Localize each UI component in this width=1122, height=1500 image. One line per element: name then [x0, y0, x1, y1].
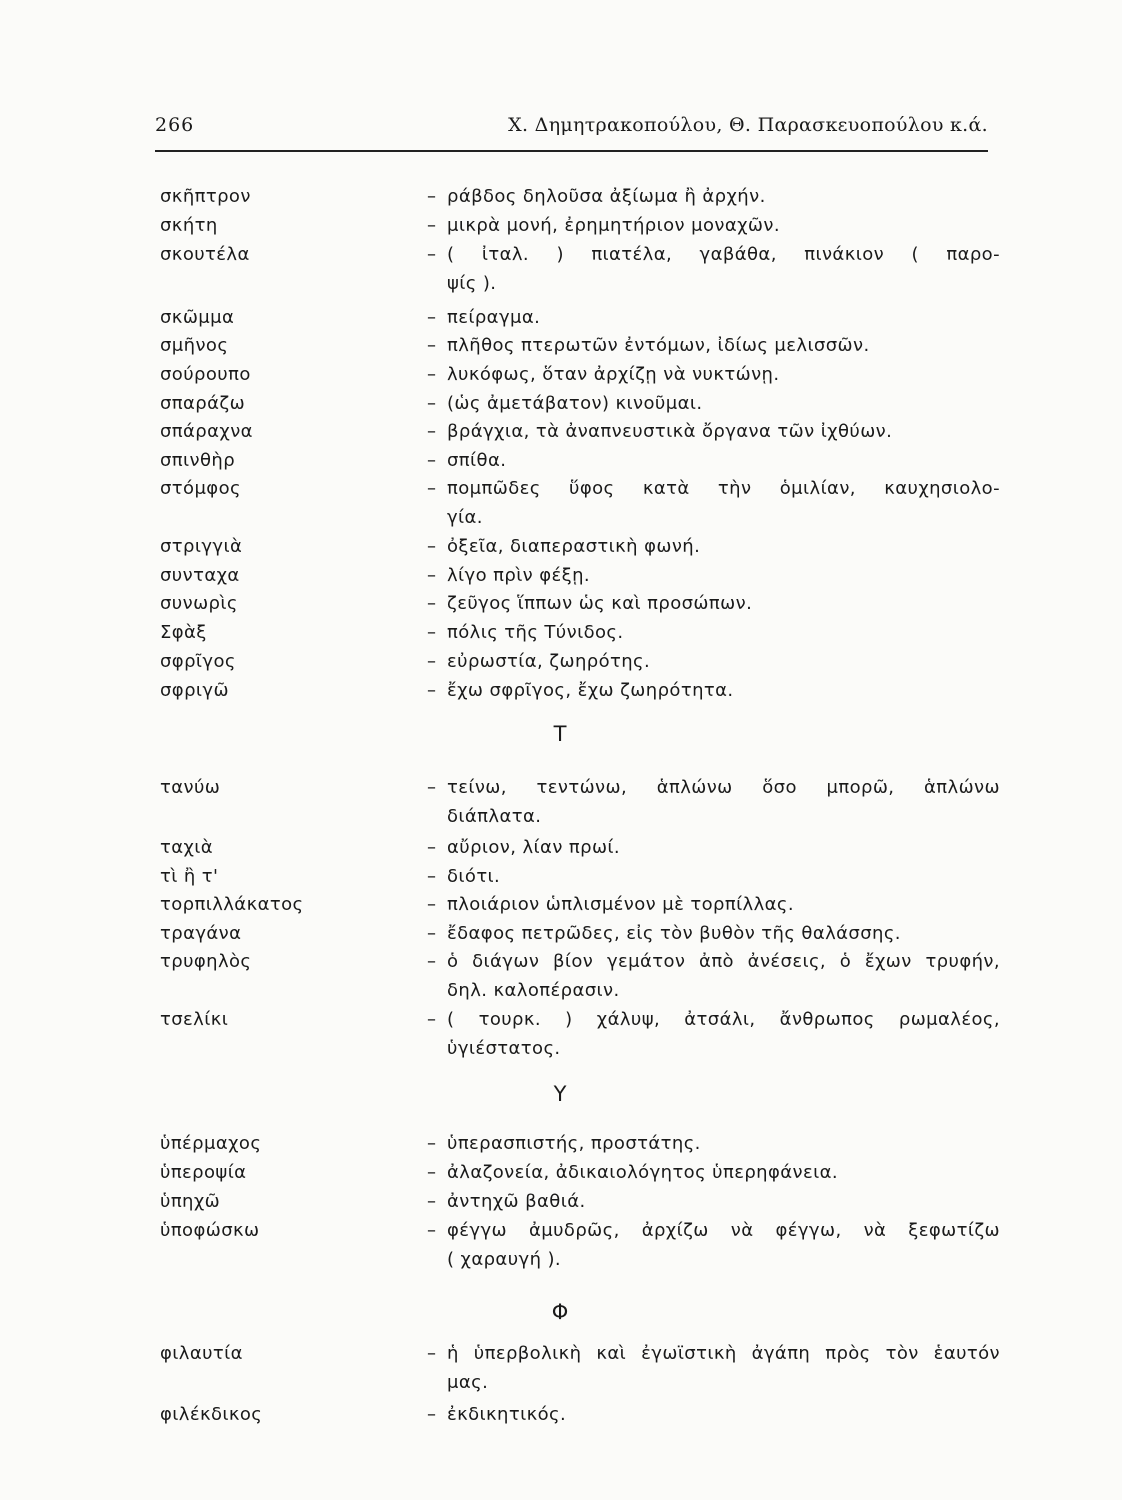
definition-line: ( ἰταλ. ) πιατέλα, γαβάθα, πινάκιον ( παρο-: [447, 244, 1000, 265]
definition-dash: –: [427, 866, 437, 887]
definition-line: τείνω, τεντώνω, ἁπλώνω ὅσο μπορῶ, ἁπλώνω: [447, 777, 1000, 798]
running-title: Χ. Δημητρακοπούλου, Θ. Παρασκευοπούλου κ.ά.: [508, 114, 988, 136]
definition-dash: –: [427, 894, 437, 915]
entry-definition: [427, 418, 1000, 447]
entry-definition: [427, 891, 1000, 920]
definition-first-line: [427, 948, 1000, 977]
definition-line: βράγχια, τὰ ἀναπνευστικὰ ὄργανα τῶν ἰχθύων.: [447, 421, 893, 442]
entry-term: τανύω: [160, 777, 221, 798]
entry-definition: [427, 863, 1000, 892]
definition-line: πομπῶδες ὕφος κατὰ τὴν ὁμιλίαν, καυχησιολο-: [447, 478, 1000, 499]
definition-dash: –: [427, 837, 437, 858]
definition-line: φέγγω ἀμυδρῶς, ἀρχίζω νὰ φέγγω, νὰ ξεφωτίζω: [447, 1220, 1000, 1241]
entry-definition: [427, 562, 1000, 591]
definition-dash: –: [427, 1191, 437, 1212]
entry-term: ὑπηχῶ: [160, 1191, 221, 1212]
page-header: [155, 112, 988, 142]
definition-first-line: [427, 1217, 1000, 1246]
entry-definition: [427, 1401, 1000, 1430]
entry-term: σπινθὴρ: [160, 450, 236, 471]
definition-line: λυκόφως, ὅταν ἀρχίζῃ νὰ νυκτώνῃ.: [447, 364, 780, 385]
definition-dash: –: [427, 364, 437, 385]
definition-dash: –: [427, 1162, 437, 1183]
definition-dash: –: [427, 186, 437, 207]
definition-dash: –: [427, 1404, 437, 1425]
entry-term: σκήτη: [160, 215, 218, 236]
entry-definition: [427, 774, 1000, 831]
page-number: 266: [155, 114, 195, 136]
definition-line: ὑπερασπιστής, προστάτης.: [447, 1133, 701, 1154]
definition-line: ἀντηχῶ βαθιά.: [447, 1191, 586, 1212]
section-letter-phi: Φ: [551, 1300, 569, 1324]
definition-first-line: [427, 774, 1000, 803]
definition-line: αὔριον, λίαν πρωί.: [447, 837, 621, 858]
definition-dash: –: [427, 478, 437, 499]
definition-continuation: γία.: [447, 506, 483, 528]
definition-dash: –: [427, 1343, 437, 1364]
definition-line: εὐρωστία, ζωηρότης.: [447, 651, 651, 672]
definition-first-line: [427, 475, 1000, 504]
definition-dash: –: [427, 680, 437, 701]
entry-definition: [427, 920, 1000, 949]
entry-term: ταχιὰ: [160, 837, 214, 858]
entry-term: στόμφος: [160, 478, 241, 499]
definition-dash: –: [427, 307, 437, 328]
definition-line: ( τουρκ. ) χάλυψ, ἀτσάλι, ἄνθρωπος ρωμαλέος,: [447, 1009, 1000, 1030]
definition-line: ἔχω σφρῖγος, ἔχω ζωηρότητα.: [447, 680, 734, 701]
entry-term: ὑπεροψία: [160, 1162, 247, 1183]
entry-term: τραγάνα: [160, 923, 242, 944]
entry-term: τὶ ἢ τ': [160, 866, 219, 887]
entry-term: σφρῖγος: [160, 651, 236, 672]
entry-definition: [427, 183, 1000, 212]
definition-dash: –: [427, 215, 437, 236]
definition-line: ἐκδικητικός.: [447, 1404, 567, 1425]
entry-definition: [427, 390, 1000, 419]
entry-definition: [427, 304, 1000, 333]
entry-term: συνωρὶς: [160, 593, 238, 614]
entry-term: συνταχα: [160, 565, 240, 586]
definition-continuation: ( χαραυγή ).: [447, 1248, 562, 1270]
definition-first-line: [427, 241, 1000, 270]
definition-line: διότι.: [447, 866, 501, 887]
entry-term: σφριγῶ: [160, 680, 229, 701]
definition-dash: –: [427, 335, 437, 356]
entry-term: ὑπέρμαχος: [160, 1133, 262, 1154]
entry-term: φιλέκδικος: [160, 1404, 263, 1425]
definition-dash: –: [427, 536, 437, 557]
entry-definition: [427, 1340, 1000, 1397]
definition-line: ἀλαζονεία, ἀδικαιολόγητος ὑπερηφάνεια.: [447, 1162, 838, 1183]
entry-definition: [427, 475, 1000, 532]
entry-definition: [427, 212, 1000, 241]
entry-definition: [427, 1130, 1000, 1159]
definition-dash: –: [427, 421, 437, 442]
entry-definition: [427, 447, 1000, 476]
definition-line: πείραγμα.: [447, 307, 541, 328]
definition-line: πλοιάριον ὡπλισμένον μὲ τορπίλλας.: [447, 894, 795, 915]
definition-dash: –: [427, 777, 437, 798]
definition-line: ἡ ὑπερβολικὴ καὶ ἐγωϊστικὴ ἀγάπη πρὸς τὸν ἑαυτόν: [447, 1343, 1000, 1364]
entry-definition: [427, 1188, 1000, 1217]
definition-line: ἔδαφος πετρῶδες, εἰς τὸν βυθὸν τῆς θαλάσσης.: [447, 923, 901, 944]
definition-line: ράβδος δηλοῦσα ἀξίωμα ἢ ἀρχήν.: [447, 186, 766, 207]
definition-dash: –: [427, 1133, 437, 1154]
definition-continuation: δηλ. καλοπέρασιν.: [447, 979, 620, 1001]
definition-dash: –: [427, 565, 437, 586]
entry-term: σούρουπο: [160, 364, 251, 385]
section-letter-upsilon: Υ: [553, 1082, 567, 1106]
entry-term: τσελίκι: [160, 1009, 229, 1030]
definition-dash: –: [427, 1009, 437, 1030]
definition-first-line: [427, 1340, 1000, 1369]
entry-term: τρυφηλὸς: [160, 951, 252, 972]
entry-definition: [427, 533, 1000, 562]
definition-dash: –: [427, 923, 437, 944]
definition-line: ὁ διάγων βίον γεμάτον ἀπὸ ἀνέσεις, ὁ ἔχων τρυφήν,: [447, 951, 1000, 972]
definition-line: ζεῦγος ἵππων ὡς καὶ προσώπων.: [447, 593, 753, 614]
entry-definition: [427, 834, 1000, 863]
definition-continuation: ψίς ).: [447, 272, 497, 294]
entry-definition: [427, 241, 1000, 298]
section-letter-tau: Τ: [553, 722, 567, 746]
definition-dash: –: [427, 393, 437, 414]
definition-line: ὀξεῖα, διαπεραστικὴ φωνή.: [447, 536, 701, 557]
entry-term: στριγγιὰ: [160, 536, 243, 557]
entry-term: σπάραχνα: [160, 421, 253, 442]
entry-definition: [427, 677, 1000, 706]
entry-definition: [427, 1006, 1000, 1063]
definition-line: μικρὰ μονή, ἐρημητήριον μοναχῶν.: [447, 215, 780, 236]
entry-term: σκῶμμα: [160, 307, 235, 328]
entry-term: τορπιλλάκατος: [160, 894, 304, 915]
entry-term: φιλαυτία: [160, 1343, 243, 1364]
definition-continuation: διάπλατα.: [447, 805, 542, 827]
definition-dash: –: [427, 593, 437, 614]
entry-definition: [427, 948, 1000, 1005]
definition-dash: –: [427, 651, 437, 672]
entry-term: Σφὰξ: [160, 622, 207, 643]
entry-definition: [427, 619, 1000, 648]
entry-term: σπαράζω: [160, 393, 246, 414]
definition-line: σπίθα.: [447, 450, 507, 471]
entry-definition: [427, 361, 1000, 390]
entry-definition: [427, 648, 1000, 677]
definition-line: πόλις τῆς Τύνιδος.: [447, 622, 624, 643]
definition-continuation: ὑγιέστατος.: [447, 1037, 561, 1059]
definition-dash: –: [427, 244, 437, 265]
definition-line: (ὡς ἀμετάβατον) κινοῦμαι.: [447, 393, 703, 414]
entry-definition: [427, 1217, 1000, 1274]
entry-term: ὑποφώσκω: [160, 1220, 260, 1241]
definition-continuation: μας.: [447, 1371, 489, 1393]
entry-definition: [427, 1159, 1000, 1188]
definition-dash: –: [427, 951, 437, 972]
entry-term: σμῆνος: [160, 335, 229, 356]
definition-line: λίγο πρὶν φέξῃ.: [447, 565, 591, 586]
definition-dash: –: [427, 450, 437, 471]
definition-dash: –: [427, 622, 437, 643]
definition-line: πλῆθος πτερωτῶν ἐντόμων, ἰδίως μελισσῶν.: [447, 335, 870, 356]
definition-dash: –: [427, 1220, 437, 1241]
entry-term: σκῆπτρον: [160, 186, 251, 207]
entry-term: σκουτέλα: [160, 244, 250, 265]
entry-definition: [427, 332, 1000, 361]
header-rule: [155, 150, 988, 152]
definition-first-line: [427, 1006, 1000, 1035]
entry-definition: [427, 590, 1000, 619]
